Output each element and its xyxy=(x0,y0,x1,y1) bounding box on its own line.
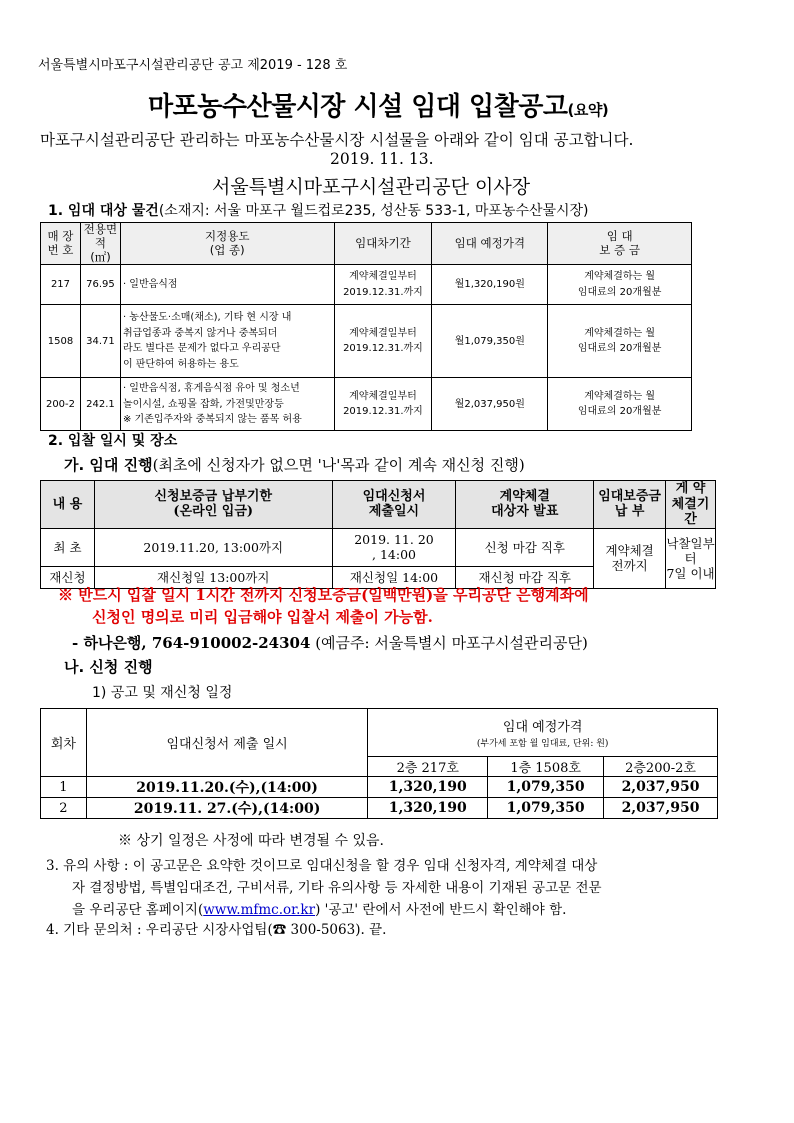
section3-line-2: 자 결정방법, 특별임대조건, 구비서류, 기타 유의사항 등 자세한 내용이 기재된 공고문 전문 xyxy=(72,880,602,896)
sub-b: 나. 신청 진행 xyxy=(64,658,153,676)
section4-contact: 4. 기타 문의처 : 우리공단 시장사업팀(☎ 300-5063). 끝. xyxy=(46,922,387,938)
schedule-note: ※ 상기 일정은 사정에 따라 변경될 수 있음. xyxy=(118,833,384,849)
table-header-row xyxy=(41,223,692,265)
table-row: 재신청 재신청일 13:00까지 재신청일 14:00 재신청 마감 직후 xyxy=(41,566,716,588)
warning-line-2: 신청인 명의로 미리 입금해야 입찰서 제출이 가능함. xyxy=(92,608,433,626)
table-row: 최 초 2019.11.20, 13:00까지 2019. 11. 20 , 14:00 신청 마감 직후 계약체결 전까지 낙찰일부터 7일 이내 xyxy=(41,528,716,566)
title-suffix: (요약) xyxy=(567,101,609,119)
col-use: 지정용도 (업 종) xyxy=(120,223,334,265)
table-row: 200-2 242.1 · 일반음식점, 휴게음식점 유아 및 청소년 놀이시설, 쇼핑몰 잡화, 가전및만장등 ※ 기존입주자와 중복되지 않는 품목 허용 계약체결일부터 2019.12.31.까지 월2,037,950원 계약체결하는 월 임대료의 20개월분 xyxy=(41,378,692,431)
sub-a-note: (최초에 신청자가 없으면 '나'목과 같이 계속 재신청 진행) xyxy=(152,456,525,474)
table-row: 217 76.95 · 일반음식점 계약체결일부터 2019.12.31.까지 월1,320,190원 계약체결하는 월 임대료의 20개월분 xyxy=(41,265,692,305)
warning-line-1: ※ 반드시 입찰 일시 1시간 전까지 신청보증금(일백만원)을 우리공단 은행계좌에 xyxy=(58,586,589,604)
col-period: 임대차기간 xyxy=(334,223,432,265)
sub-a: 가. 임대 진행(최초에 신청자가 없으면 '나'목과 같이 계속 재신청 진행) xyxy=(64,456,525,474)
table-header-row: 회차 임대신청서 제출 일시 임대 예정가격 (부가세 포함 월 임대료, 단위: 원) xyxy=(41,709,718,757)
table-row: 1 2019.11.20.(수),(14:00) 1,320,190 1,079,350 2,037,950 xyxy=(41,777,718,798)
section1-heading: 1. 임대 대상 물건(소재지: 서울 마포구 월드컵로235, 성산동 533-1, 마포농수산물시장) xyxy=(48,203,589,219)
section1-location: (소재지: 서울 마포구 월드컵로235, 성산동 533-1, 마포농수산물시장) xyxy=(158,203,589,219)
notice-date: 2019. 11. 13. xyxy=(330,150,434,168)
table-header-row: 내 용 신청보증금 납부기한 (온라인 입금) 임대신청서 제출일시 계약체결 대상자 발표 임대보증금 납 부 게 약 체결기간 xyxy=(41,481,716,529)
schedule-heading: 1) 공고 및 재신청 일정 xyxy=(92,685,233,701)
section3-line-3: 을 우리공단 홈페이지(www.mfmc.or.kr) '공고' 란에서 사전에 반드시 확인해야 함. xyxy=(72,902,567,918)
title-main: 마포농수산물시장 시설 임대 입찰공고 xyxy=(148,92,568,122)
homepage-link[interactable]: www.mfmc.or.kr xyxy=(203,902,316,918)
intro-text: 마포구시설관리공단 관리하는 마포농수산물시장 시설물을 아래와 같이 임대 공고합니다. xyxy=(40,131,634,149)
rental-schedule-table xyxy=(40,708,718,819)
table-row: 1508 34.71 · 농산물도·소매(채소), 기타 현 시장 내 취급업종과 중복지 않거나 중복되더 라도 별다른 문제가 없다고 우리공단 이 판단하여 허용하는 용도 계약체결일부터 2019.12.31.까지 월1,079,350원 계약체결하는 월 임대료의 20개월분 xyxy=(41,305,692,378)
section2-heading: 2. 입찰 일시 및 장소 xyxy=(48,433,178,449)
page-title xyxy=(148,86,608,123)
table-header-row: 2층 217호 1층 1508호 2층200-2호 xyxy=(41,757,718,777)
notice-number: 서울특별시마포구시설관리공단 공고 제2019 - 128 호 xyxy=(38,58,348,73)
issuer: 서울특별시마포구시설관리공단 이사장 xyxy=(212,176,531,198)
col-area: 전용면적 (㎡) xyxy=(80,223,120,265)
bid-schedule-table xyxy=(40,480,716,589)
col-price: 임대 예정가격 xyxy=(432,223,548,265)
lease-items-table xyxy=(40,222,692,431)
bank-account: - 하나은행, 764-910002-24304 (예금주: 서울특별시 마포구시설관리공단) xyxy=(72,634,588,652)
col-no: 매 장 번 호 xyxy=(41,223,81,265)
col-deposit: 임 대 보 증 금 xyxy=(548,223,692,265)
table-row: 2 2019.11. 27.(수),(14:00) 1,320,190 1,079,350 2,037,950 xyxy=(41,798,718,819)
section3-line-1: 3. 유의 사항 : 이 공고문은 요약한 것이므로 임대신청을 할 경우 임대 신청자격, 계약체결 대상 xyxy=(46,858,598,874)
